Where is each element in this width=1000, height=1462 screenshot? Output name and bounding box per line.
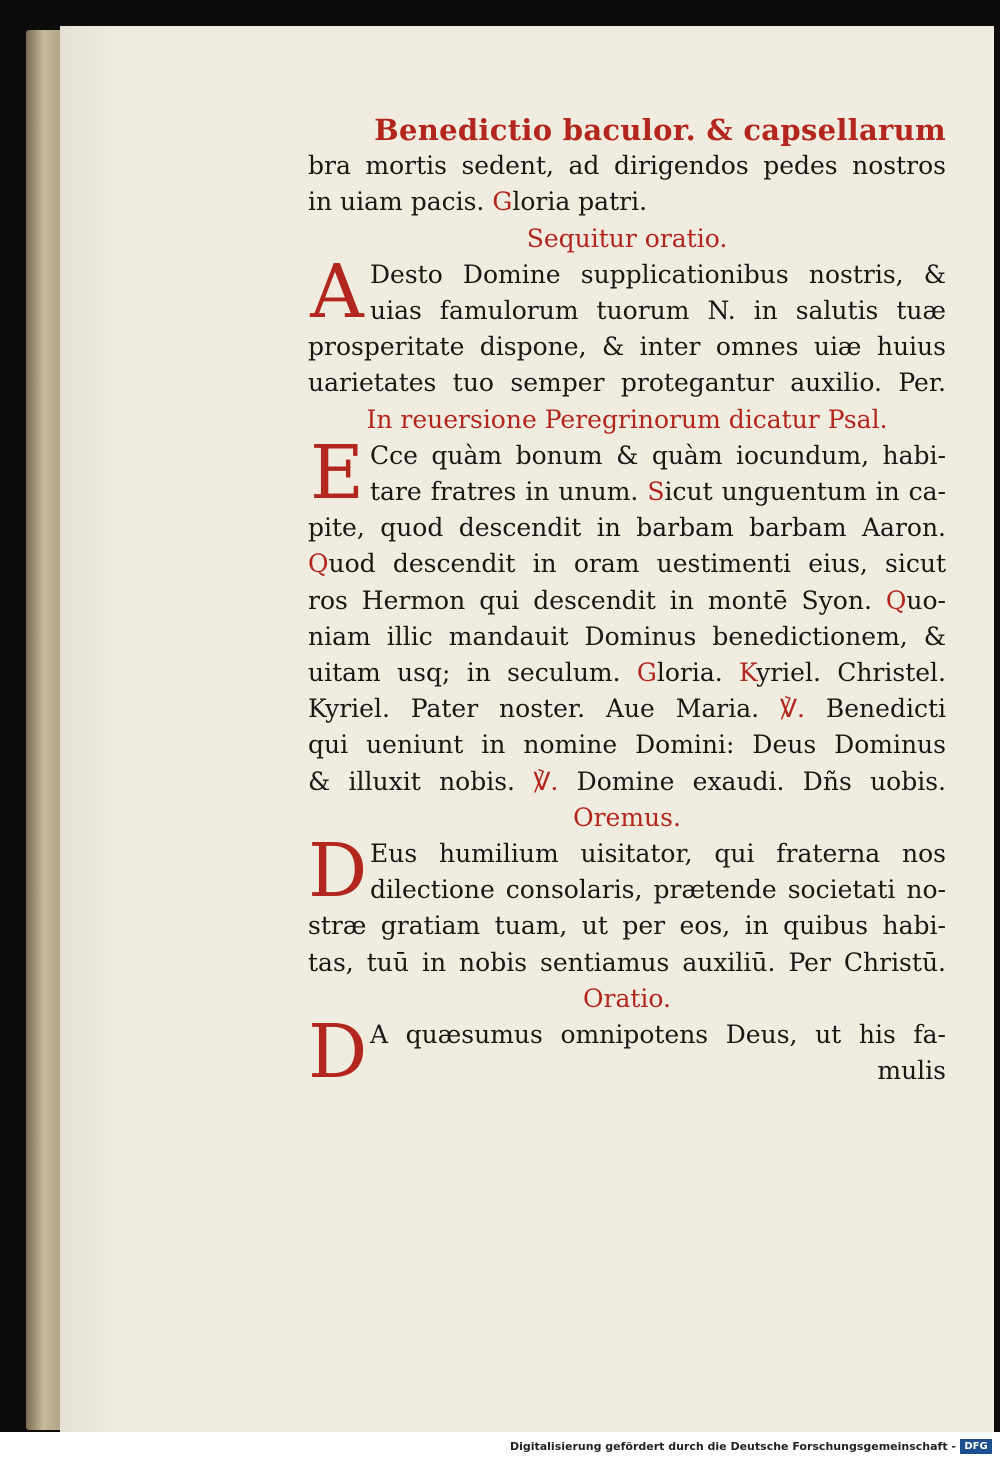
- psalm-line: [308, 583, 946, 619]
- heading-oratio: Oratio.: [583, 983, 671, 1013]
- catchword: mulis: [877, 1056, 946, 1086]
- psalm-line: qui ueniunt in nomine Domini: Deus Dominus: [308, 730, 946, 760]
- psalm-line: [308, 691, 946, 727]
- prayer-line: A quæsumus omnipotens Deus, ut his fa-: [370, 1020, 946, 1050]
- digitization-footer: [0, 1432, 1000, 1462]
- footer-credit: Digitalisierung gefördert durch die Deutsche Forschungsgemeinschaft -: [509, 1440, 956, 1453]
- psalm-text: Kyriel. Pater noster. Aue Maria.: [308, 694, 760, 724]
- versicle-symbol: ℣.: [533, 766, 559, 796]
- psalm-line: [308, 764, 946, 800]
- running-head: Benedictio baculor. & capsellarum: [374, 113, 946, 147]
- psalm-ecce-quam-bonum: [308, 429, 946, 800]
- drop-cap-initial: D: [308, 1009, 368, 1096]
- book-page: [60, 26, 994, 1432]
- psalm-text: uod descendit in oram uestimenti eius, sicut: [328, 549, 946, 579]
- psalm-text: Domine exaudi. Dñs uobis.: [576, 766, 946, 796]
- prayer-adesto: [308, 248, 946, 402]
- prayer-line: prosperitate dispone, & inter omnes uiæ huius: [308, 332, 946, 362]
- prayer-line: Eus humilium uisitator, qui fraterna nos: [370, 839, 946, 869]
- heading-reuersione: In reuersione Peregrinorum dicatur Psal.: [366, 404, 888, 434]
- psalm-line: niam illic mandauit Dominus benedictionem, &: [308, 621, 946, 651]
- prayer-da-quaesumus: [308, 1009, 946, 1096]
- prayer-line: dilectione consolaris, prætende societati no-: [370, 875, 946, 905]
- psalm-text: Benedicti: [825, 694, 946, 724]
- psalm-text: yriel. Christel.: [756, 658, 946, 688]
- psalm-line: [308, 474, 946, 510]
- continuation-text: in uiam pacis.: [308, 187, 485, 217]
- versicle-symbol: ℣.: [779, 694, 805, 724]
- psalm-text: uitam usq; in seculum.: [308, 658, 621, 688]
- heading-sequitur-oratio: Sequitur oratio.: [526, 223, 728, 253]
- psalm-line: Cce quàm bonum & quàm iocundum, habi-: [370, 440, 946, 470]
- psalm-line: [308, 546, 946, 582]
- heading-oremus: Oremus.: [573, 802, 681, 832]
- psalm-text: ros Hermon qui descendit in montē Syon.: [308, 585, 872, 615]
- rubric-initial: Q: [308, 549, 329, 579]
- text-block: [308, 112, 946, 1096]
- rubric-initial: Q: [885, 585, 907, 615]
- psalm-line: [308, 655, 946, 691]
- prayer-line: Desto Domine supplicationibus nostris, &: [370, 259, 946, 289]
- rubric-initial: G: [636, 658, 657, 688]
- dfg-logo: DFG: [960, 1439, 992, 1454]
- prayer-deus-humilium: [308, 828, 946, 981]
- psalm-text: icut unguentum in ca-: [664, 477, 946, 507]
- continuation-last-line: [308, 184, 946, 220]
- rubric-initial: S: [647, 477, 665, 507]
- rubric-initial: G: [492, 187, 513, 217]
- drop-cap-initial: A: [310, 248, 364, 335]
- prayer-line: uias famulorum tuorum N. in salutis tuæ: [370, 296, 946, 326]
- psalm-text: uo-: [906, 585, 946, 615]
- psalm-text: & illuxit nobis.: [308, 766, 516, 796]
- gloria-text: loria patri.: [512, 187, 648, 217]
- prayer-line: stræ gratiam tuam, ut per eos, in quibus habi-: [308, 911, 946, 941]
- psalm-text: loria.: [656, 658, 723, 688]
- psalm-line: pite, quod descendit in barbam barbam Aaron.: [308, 513, 946, 543]
- drop-cap-initial: D: [308, 828, 368, 915]
- prayer-line: uarietates tuo semper protegantur auxilio. Per.: [308, 368, 946, 398]
- psalm-text: tare fratres in unum.: [370, 477, 639, 507]
- rubric-initial: K: [739, 658, 757, 688]
- drop-cap-initial: E: [309, 429, 365, 516]
- continuation-line: bra mortis sedent, ad dirigendos pedes nostros: [308, 151, 946, 181]
- prayer-line: tas, tuū in nobis sentiamus auxiliū. Per Christū.: [308, 947, 946, 977]
